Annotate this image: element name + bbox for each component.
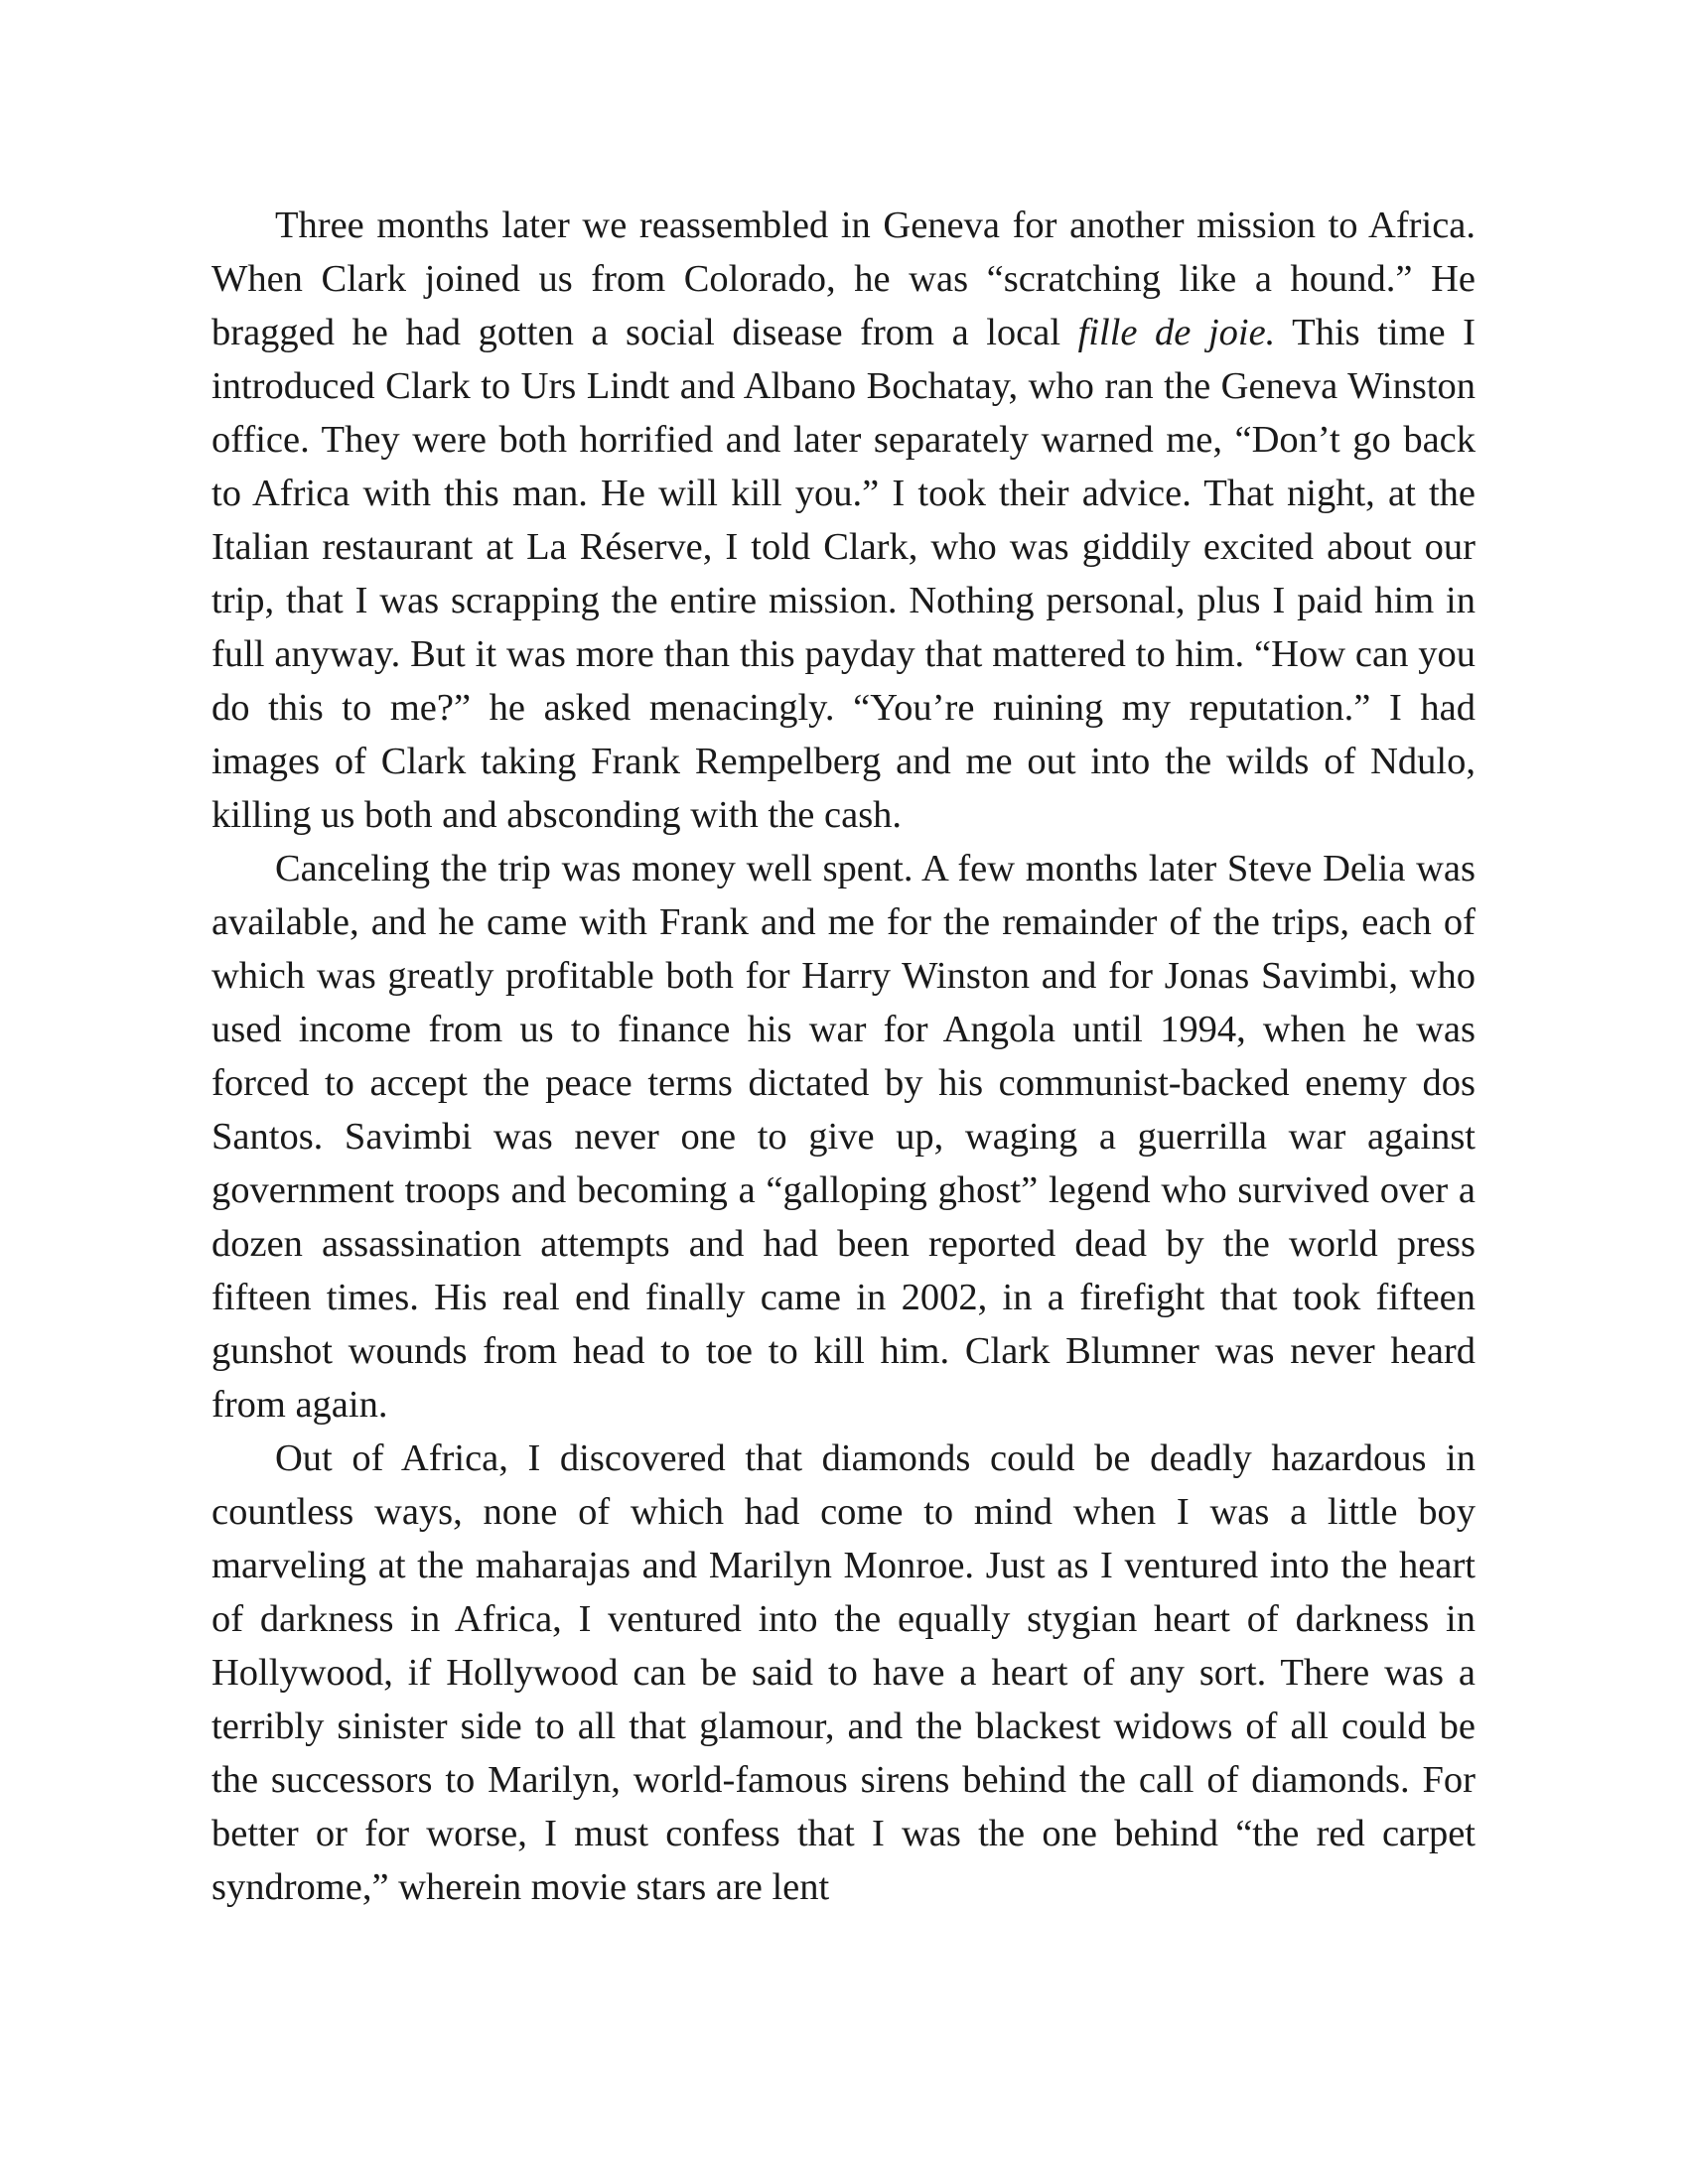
paragraph-1-text-end: This time I introduced Clark to Urs Lindt and Albano Bochatay, who ran the Geneva Winston office. They were both horrified and later separately warned me, “Don’t go back to Africa with this man. He will kill you.” I took their advice. That night, at the Italian restaurant at La Réserve, I told Clark, who was giddily excited about our trip, that I was scrapping the entire mission. Nothing personal, plus I paid him in full anyway. But it was more than this payday that mattered to him. “How can you do this to me?” he asked menacingly. “You’re ruining my reputation.” I had images of Clark taking Frank Rempelberg and me out into the wilds of Ndulo, killing us both and absconding with the cash. [211, 312, 1477, 836]
paragraph-2: Canceling the trip was money well spent. A few months later Steve Delia was available, and he came with Frank and me for the remainder of the trips, each of which was greatly profitable both for Harry Winston and for Jonas Savimbi, who used income from us to finance his war for Angola until 1994, when he was forced to accept the peace terms dictated by his communist-backed enemy dos Santos. Savimbi was never one to give up, waging a guerrilla war against government troops and becoming a “galloping ghost” legend who survived over a dozen assassination attempts and had been reported dead by the world press fifteen times. His real end finally came in 2002, in a firefight that took fifteen gunshot wounds from head to toe to kill him. Clark Blumner was never heard from again. [211, 848, 1476, 1426]
paragraph-1-text-start: Three months later we reassembled in Geneva for another mission to Africa. When Clark joined us from Colorado, he was “scratching like a hound.” He bragged he had gotten a social disease from a local [211, 205, 1476, 353]
paragraph-1 [211, 199, 1476, 842]
body-text [211, 199, 1476, 1914]
italic-phrase: fille de joie. [1077, 312, 1276, 353]
paragraph-3: Out of Africa, I discovered that diamonds could be deadly hazardous in countless ways, none of which had come to mind when I was a little boy marveling at the maharajas and Marilyn Monroe. Just as I ventured into the heart of darkness in Africa, I ventured into the equally stygian heart of darkness in Hollywood, if Hollywood can be said to have a heart of any sort. There was a terribly sinister side to all that glamour, and the blackest widows of all could be the successors to Marilyn, world-famous sirens behind the call of diamonds. For better or for worse, I must confess that I was the one behind “the red carpet syndrome,” wherein movie stars are lent [211, 1437, 1476, 1908]
